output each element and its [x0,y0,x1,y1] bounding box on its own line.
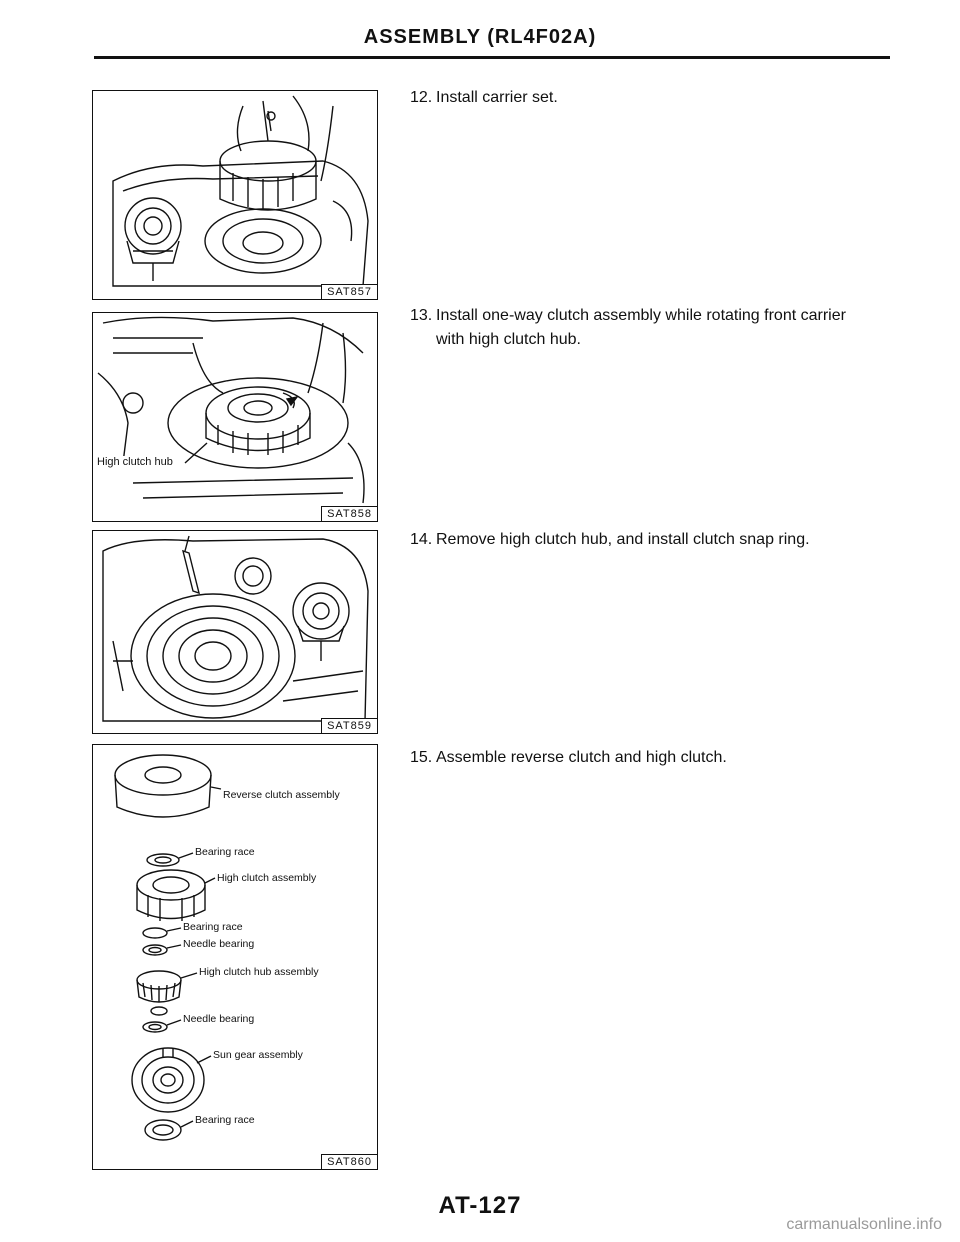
snap-ring-illustration [93,531,377,733]
carrier-set-illustration [93,91,377,299]
label-reverse-clutch-assembly: Reverse clutch assembly [223,789,340,801]
step-text-continued: with high clutch hub. [436,331,581,348]
step-number: 14. [410,531,433,548]
label-bearing-race: Bearing race [195,846,255,858]
figure-code: SAT857 [321,284,377,299]
figure-one-way-clutch [92,312,378,522]
figure-code: SAT858 [321,506,377,521]
callout-high-clutch-hub: High clutch hub [97,456,173,468]
step-14 [410,528,900,552]
step-15 [410,746,900,770]
label-needle-bearing: Needle bearing [183,1013,255,1025]
figure-exploded-view [92,744,378,1170]
step-text: Remove high clutch hub, and install clutch snap ring. [436,531,810,548]
step-number: 13. [410,307,433,324]
label-bearing-race: Bearing race [183,921,243,933]
figure-code: SAT860 [321,1154,377,1169]
label-needle-bearing: Needle bearing [183,938,255,950]
label-high-clutch-assembly: High clutch assembly [217,872,317,884]
one-way-clutch-illustration [93,313,377,521]
step-text: Install one-way clutch assembly while rotating front carrier [436,307,846,324]
figure-code: SAT859 [321,718,377,733]
label-high-clutch-hub-assembly: High clutch hub assembly [199,966,319,978]
watermark: carmanualsonline.info [786,1216,942,1233]
exploded-view-illustration [93,745,377,1169]
step-number: 12. [410,89,433,106]
header-rule [94,56,890,59]
page-number: AT-127 [438,1192,522,1219]
step-text: Install carrier set. [436,89,558,106]
step-13 [410,304,900,352]
step-number: 15. [410,749,433,766]
step-text: Assemble reverse clutch and high clutch. [436,749,727,766]
label-sun-gear-assembly: Sun gear assembly [213,1049,303,1061]
label-bearing-race: Bearing race [195,1114,255,1126]
figure-snap-ring [92,530,378,734]
step-12 [410,86,900,110]
page-header: ASSEMBLY (RL4F02A) [363,26,597,48]
figure-carrier-set [92,90,378,300]
